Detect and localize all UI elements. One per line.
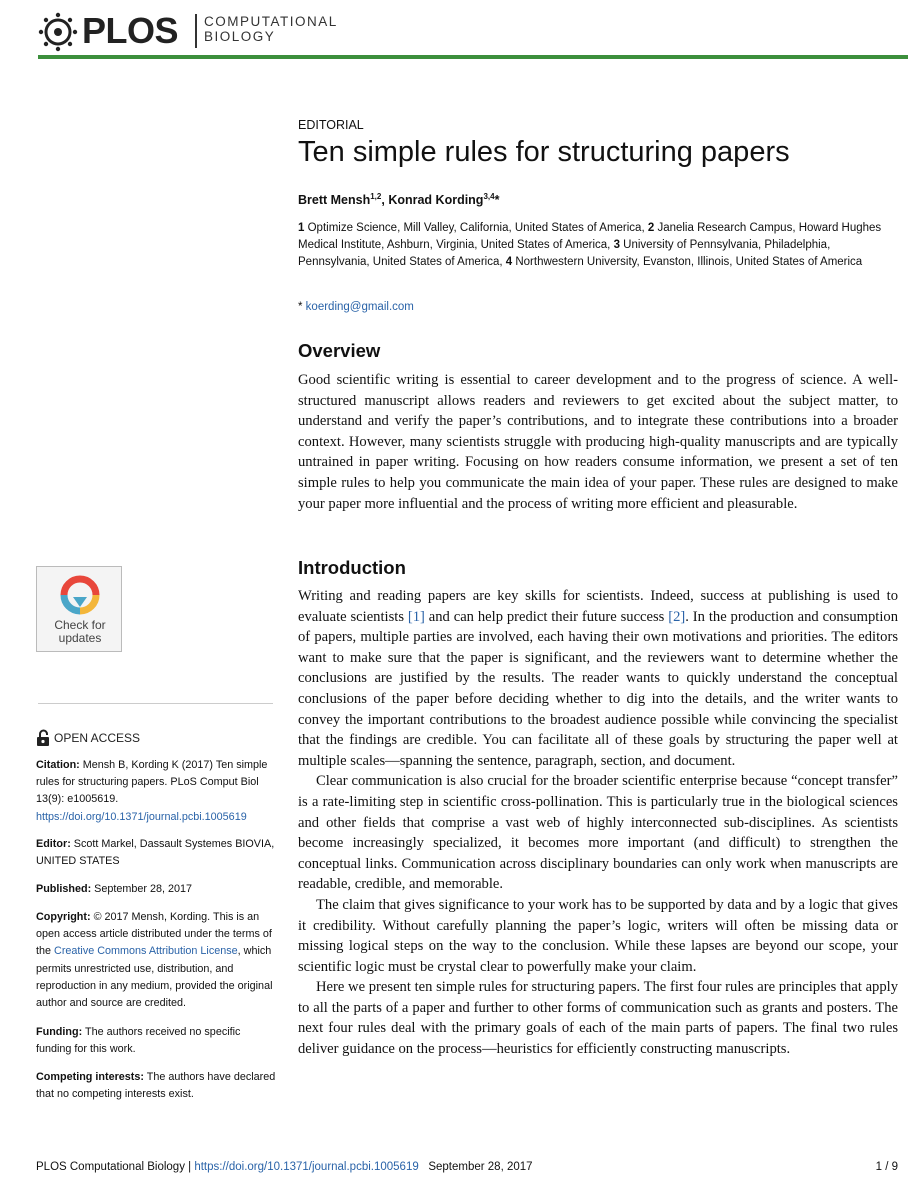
affiliation-number: 1 [298, 222, 305, 234]
intro-paragraph-3: The claim that gives significance to your work has to be supported by data and by a logic that gives it credibility. Without carefully planning the paper’s logic, writers will often be missing data or missing logical steps on the way to the conclusion. While these lapses are beyond our scope, your scientific logic must be crystal clear to powerfully make your claim. [298, 896, 898, 975]
affiliation-text: Optimize Science, Mill Valley, California, United States of America, [304, 222, 648, 234]
page-number: 1 / 9 [875, 1161, 898, 1173]
author-name: Konrad Kording [388, 193, 484, 208]
journal-name-line1: COMPUTATIONAL [204, 14, 338, 29]
open-access-badge [36, 729, 140, 747]
email-link[interactable]: koerding@gmail.com [305, 301, 414, 313]
sidebar-divider [38, 703, 273, 704]
affiliation-number: 3 [613, 238, 620, 251]
footer-doi-link[interactable]: https://doi.org/10.1371/journal.pcbi.1005619 [194, 1161, 419, 1173]
competing-label: Competing interests: [36, 1071, 144, 1083]
editor-label: Editor: [36, 838, 71, 850]
logo-divider [195, 14, 197, 48]
journal-header [38, 8, 908, 56]
license-link[interactable]: Creative Commons Attribution License [54, 945, 238, 958]
intro-paragraph-2: Clear communication is also crucial for the broader scientific enterprise because “concept transfer” is a rate-limiting step in scientific cross-pollination. This is particularly true in the biological sciences and other fields that comprise a vast web of highly interconnected sub-disciplines. As scientists become increasingly specialized, it becomes more important (and difficult) to strengthen the conceptual links. Communication across disciplinary boundaries can only work when manuscripts are readable, credible, and memorable. [298, 773, 898, 893]
article-type: EDITORIAL [298, 118, 364, 132]
affiliation-text: Janelia Research Campus, Howard Hughes Medical Institute, Ashburn, Virginia, United States of America, [298, 222, 882, 251]
intro-p1-part-a: Writing and reading papers are key skills for scientists. Indeed, success at publishing is used to evaluate scientists [298, 588, 898, 625]
reference-link-1[interactable]: [1] [407, 608, 425, 625]
editor-block [36, 836, 276, 870]
overview-section [298, 370, 898, 514]
open-lock-icon [36, 729, 50, 747]
competing-text: The authors have declared that no competing interests exist. [36, 1071, 276, 1101]
author-name: Brett Mensh [298, 193, 371, 208]
header-rule [38, 55, 908, 59]
competing-interests-block [36, 1069, 276, 1103]
affiliation-number: 2 [647, 222, 655, 234]
author-separator: , [381, 193, 389, 208]
check-for-updates-label [37, 619, 123, 645]
copyright-label: Copyright: [36, 911, 91, 923]
corresponding-marker: * [494, 193, 500, 208]
funding-text: The authors received no specific funding for this work. [36, 1026, 241, 1056]
check-for-updates-button[interactable] [36, 566, 122, 652]
copyright-block [36, 909, 276, 1012]
citation-doi-link[interactable]: https://doi.org/10.1371/journal.pcbi.1005619 [36, 810, 247, 823]
intro-p1-part-b: and can help predict their future success [424, 608, 669, 625]
published-date: September 28, 2017 [91, 883, 193, 895]
plos-logo-icon [38, 12, 78, 52]
reference-link-2[interactable]: [2] [668, 608, 686, 625]
author-list [298, 192, 499, 207]
journal-name [204, 14, 338, 44]
citation-text: Mensh B, Kording K (2017) Ten simple rules for structuring papers. PLoS Comput Biol 13(9): e1005619. [36, 759, 268, 806]
intro-paragraph-4: Here we present ten simple rules for structuring papers. The first four rules are principles that apply to all the parts of a paper and further to other forms of communication such as grants and posters. The next four rules deal with the primary goals of each of the main parts of papers. The final two rules deliver guidance on the process—heuristics for efficiently constructing manuscripts. [298, 979, 898, 1058]
intro-p1-part-c: . In the production and consumption of papers, multiple parties are involved, each having their own motivations and priorities. The editors want to make sure that the paper is significant, and the reviewers want to determine whether the conclusions are justified by the results. The reader wants to quickly understand the conceptual conclusions of the paper before deciding whether to dig into the details, and the writer wants to convey the important contributions to the broadest audience possible while convincing the specialist that the findings are credible. You can facilitate all of these goals by structuring the paper well at multiple scales—spanning the sentence, paragraph, section, and document. [298, 608, 898, 769]
open-access-label: OPEN ACCESS [54, 731, 141, 745]
overview-paragraph: Good scientific writing is essential to career development and to the progress of science. A well-structured manuscript allows readers and reviewers to get excited about the subject matter, to understand and verify the paper’s contributions, and to integrate these contributions into a broader context. However, many scientists struggle with producing high-quality manuscripts and are typically untrained in paper writing. Focusing on how readers consume information, we present a set of ten simple rules to help you communicate the main idea of your paper. These rules are designed to make your paper more influential and the process of writing more efficient and pleasurable. [298, 372, 898, 512]
copyright-text-a: © 2017 Mensh, Kording. This is an open access article distributed under the terms of the [36, 911, 272, 958]
copyright-text-b: , which permits unrestricted use, distribution, and reproduction in any medium, provided the original author and source are credited. [36, 945, 273, 1010]
introduction-section [298, 586, 898, 1060]
funding-block [36, 1024, 276, 1058]
check-updates-line1: Check for [54, 618, 106, 632]
corresponding-email [298, 301, 414, 313]
published-label: Published: [36, 883, 92, 895]
author-affiliation-sup: 3,4 [483, 192, 495, 201]
author-affiliation-sup: 1,2 [370, 192, 382, 201]
affiliation-text: Northwestern University, Evanston, Illinois, United States of America [512, 255, 863, 268]
check-updates-line2: updates [58, 631, 102, 645]
footer-date: September 28, 2017 [418, 1161, 533, 1173]
crossmark-icon [58, 573, 102, 617]
citation-block [36, 757, 276, 826]
editor-text: Scott Markel, Dassault Systemes BIOVIA, UNITED STATES [36, 838, 275, 868]
funding-label: Funding: [36, 1026, 83, 1038]
affiliation-number: 4 [505, 255, 513, 268]
journal-name-line2: BIOLOGY [204, 29, 276, 44]
citation-label: Citation: [36, 759, 80, 771]
article-title: Ten simple rules for structuring papers [298, 136, 790, 168]
affiliation-text: University of Pennsylvania, Philadelphia, Pennsylvania, United States of America, [298, 238, 831, 268]
footer-journal: PLOS Computational Biology | [36, 1161, 195, 1173]
published-block [36, 881, 276, 898]
email-prefix: * [298, 301, 306, 313]
introduction-heading: Introduction [298, 557, 406, 578]
intro-paragraph-1 [298, 586, 898, 771]
page-footer [36, 1161, 898, 1173]
affiliations [298, 220, 898, 270]
publisher-logo-text: PLOS [82, 10, 179, 51]
overview-heading: Overview [298, 340, 381, 361]
